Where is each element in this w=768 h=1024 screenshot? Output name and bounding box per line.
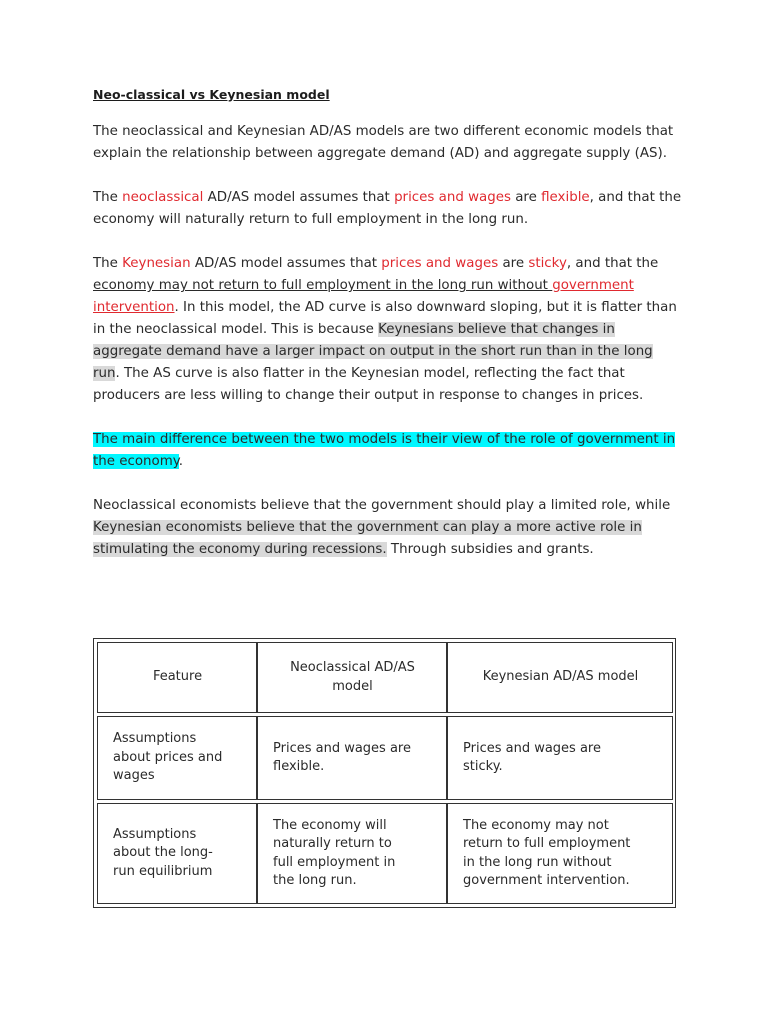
highlight-grey: Keynesians believe that changes in aggregate demand have a larger impact on output in the short run than in the long run: [93, 322, 653, 381]
cell-text: Neoclassical AD/AS model: [290, 660, 415, 694]
term-keynesian: Keynesian: [122, 256, 191, 271]
table-cell: [257, 716, 447, 800]
text: , and that the: [566, 256, 659, 271]
text: AD/AS model assumes that: [203, 190, 395, 205]
text: Neoclassical economists believe that the government should play a limited role, while: [93, 498, 671, 513]
cell-text: Feature: [152, 669, 203, 685]
table-cell: [447, 716, 673, 800]
cell-text: Keynesian AD/AS model: [482, 669, 639, 685]
term-neoclassical: neoclassical: [122, 190, 204, 205]
text: are: [510, 190, 542, 205]
table-cell: [257, 803, 447, 904]
table-header-cell: [257, 642, 447, 713]
paragraph-neoclassical: [93, 187, 683, 231]
text: . The AS curve is also flatter in the Keynesian model, reflecting the fact that producers are less willing to change their output in response to changes in prices.: [93, 366, 644, 403]
highlight-cyan: The main difference between the two models is their view of the role of government in the economy: [93, 432, 676, 469]
paragraph-main-difference: [93, 429, 683, 473]
text: AD/AS model assumes that: [190, 256, 382, 271]
text: The: [93, 256, 123, 271]
term-flexible: flexible: [541, 190, 590, 205]
cell-text: Assumptions about prices and wages: [113, 731, 223, 784]
table-header-cell: [447, 642, 673, 713]
text: .: [178, 454, 184, 469]
text: , and that the economy will naturally return to full employment in the long run.: [93, 190, 682, 227]
table-cell: [97, 803, 257, 904]
paragraph-keynesian: [93, 253, 683, 407]
table-cell: [447, 803, 673, 904]
cell-text: The economy may not return to full employment in the long run without government intervention.: [463, 817, 631, 888]
term-prices-wages: prices and wages: [394, 190, 511, 205]
document-title: Neo-classical vs Keynesian model: [93, 87, 330, 102]
underlined-phrase: economy may not return to full employment in the long run without: [93, 278, 553, 293]
table-header-cell: [97, 642, 257, 713]
cell-text: Prices and wages are sticky.: [463, 740, 601, 774]
comparison-table: [93, 638, 676, 908]
text: The: [93, 190, 123, 205]
document-body: [93, 84, 683, 583]
text: are: [498, 256, 529, 271]
paragraph-intro: The neoclassical and Keynesian AD/AS models are two different economic models that explain the relationship between aggregate demand (AD) and aggregate supply (AS).: [93, 124, 674, 161]
cell-text: Prices and wages are flexible.: [273, 740, 411, 774]
term-sticky: sticky: [528, 256, 567, 271]
term-government-intervention: government intervention: [93, 278, 634, 315]
highlight-grey: Keynesian economists believe that the government can play a more active role in stimulating the economy during recessions.: [93, 520, 642, 557]
cell-text: Assumptions about the long- run equilibrium: [113, 826, 213, 879]
table-cell: [97, 716, 257, 800]
text: Through subsidies and grants.: [386, 542, 594, 557]
paragraph-government-role: [93, 495, 683, 561]
text: . In this model, the AD curve is also downward sloping, but it is flatter than in the neoclassical model. This is because: [93, 300, 677, 337]
term-prices-wages: prices and wages: [381, 256, 499, 271]
cell-text: The economy will naturally return to full employment in the long run.: [273, 817, 396, 888]
